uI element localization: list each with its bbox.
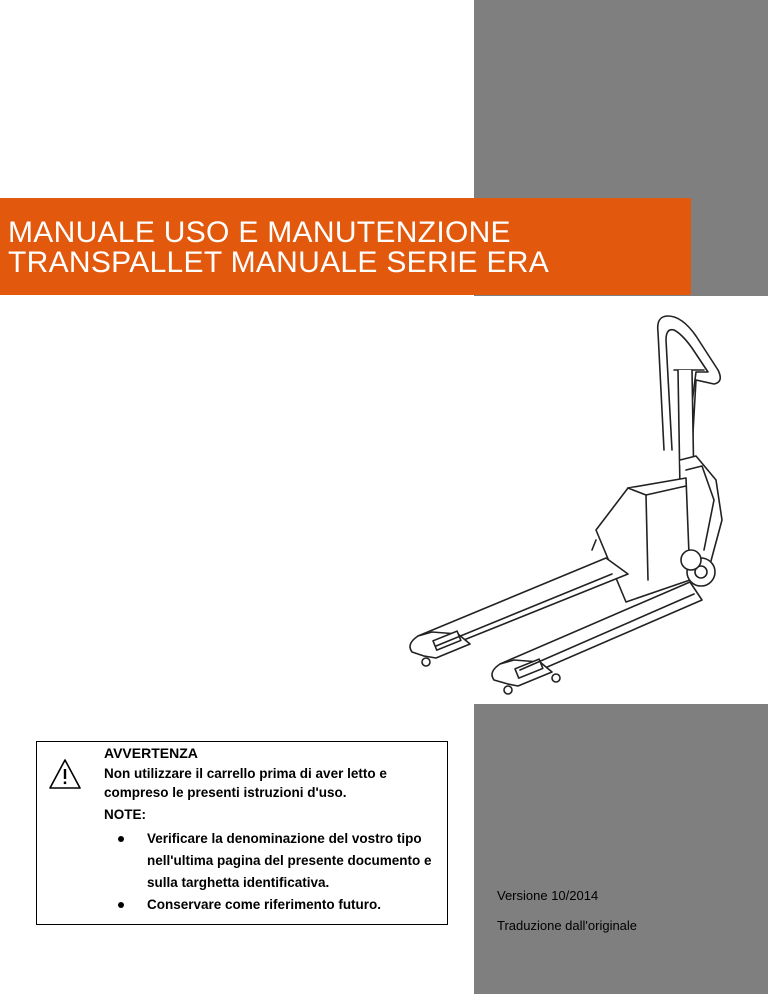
notes-list: [104, 828, 467, 916]
bullet-icon: [118, 902, 124, 908]
version-label: Versione 10/2014: [497, 888, 599, 903]
warning-heading: AVVERTENZA: [104, 745, 198, 761]
bullet-icon: [118, 836, 124, 842]
gray-panel-bottom: [474, 704, 768, 994]
title-line-2: TRANSPALLET MANUALE SERIE ERA: [8, 246, 550, 279]
note-item: Verificare la denominazione del vostro tipo nell'ultima pagina del presente documento e sulla targhetta identificativa.: [104, 828, 447, 894]
warning-box: [36, 741, 448, 925]
translation-label: Traduzione dall'originale: [497, 918, 638, 933]
note-item: Conservare come riferimento futuro.: [104, 894, 467, 916]
notes-heading: NOTE:: [104, 807, 146, 822]
title-banner: [0, 198, 691, 295]
warning-triangle-icon: [48, 758, 82, 790]
title-line-1: MANUALE USO E MANUTENZIONE: [8, 216, 511, 249]
pallet-truck-illustration: [396, 310, 726, 695]
warning-text: Non utilizzare il carrello prima di aver letto e compreso le presenti istruzioni d'uso.: [104, 766, 387, 800]
